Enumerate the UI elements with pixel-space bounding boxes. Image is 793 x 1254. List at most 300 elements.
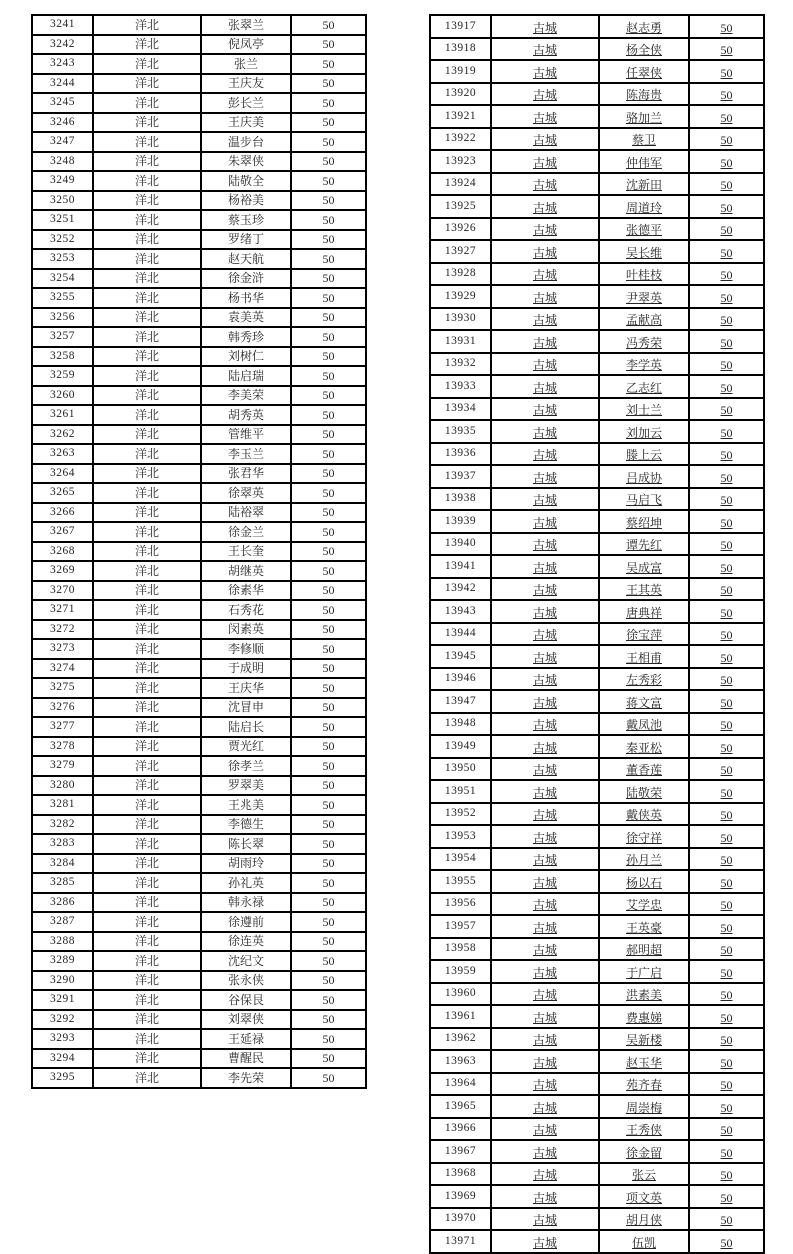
cell-name: 陆敬荣 bbox=[599, 780, 689, 803]
table-row bbox=[430, 263, 764, 286]
cell-amount: 50 bbox=[689, 1230, 764, 1253]
cell-name: 陈长翠 bbox=[201, 834, 291, 854]
table-row bbox=[32, 15, 366, 35]
cell-id: 13928 bbox=[430, 263, 491, 286]
cell-region: 古城 bbox=[491, 1185, 599, 1208]
table-row bbox=[430, 488, 764, 511]
cell-name: 陈海贵 bbox=[599, 83, 689, 106]
cell-name: 项文英 bbox=[599, 1185, 689, 1208]
cell-id: 13945 bbox=[430, 645, 491, 668]
cell-name: 李先荣 bbox=[201, 1068, 291, 1088]
cell-region: 古城 bbox=[491, 510, 599, 533]
cell-amount: 50 bbox=[689, 1050, 764, 1073]
cell-region: 洋北 bbox=[93, 15, 201, 35]
cell-amount: 50 bbox=[291, 230, 366, 250]
table-row bbox=[32, 288, 366, 308]
cell-id: 3295 bbox=[32, 1068, 93, 1088]
cell-amount: 50 bbox=[689, 1028, 764, 1051]
cell-region: 古城 bbox=[491, 353, 599, 376]
cell-name: 沈新田 bbox=[599, 173, 689, 196]
cell-region: 洋北 bbox=[93, 288, 201, 308]
cell-id: 3269 bbox=[32, 561, 93, 581]
cell-region: 洋北 bbox=[93, 327, 201, 347]
cell-id: 3255 bbox=[32, 288, 93, 308]
table-row bbox=[32, 659, 366, 679]
cell-name: 吴长维 bbox=[599, 240, 689, 263]
cell-region: 古城 bbox=[491, 150, 599, 173]
cell-region: 洋北 bbox=[93, 444, 201, 464]
cell-id: 3259 bbox=[32, 366, 93, 386]
cell-id: 3260 bbox=[32, 386, 93, 406]
cell-region: 古城 bbox=[491, 1163, 599, 1186]
table-row bbox=[430, 150, 764, 173]
cell-amount: 50 bbox=[689, 983, 764, 1006]
cell-amount: 50 bbox=[291, 990, 366, 1010]
cell-name: 张兰 bbox=[201, 54, 291, 74]
cell-id: 13967 bbox=[430, 1140, 491, 1163]
cell-name: 冯秀荣 bbox=[599, 330, 689, 353]
cell-name: 马启飞 bbox=[599, 488, 689, 511]
cell-name: 徐翠英 bbox=[201, 483, 291, 503]
table-row bbox=[32, 35, 366, 55]
table-row bbox=[32, 542, 366, 562]
cell-amount: 50 bbox=[689, 128, 764, 151]
cell-id: 3257 bbox=[32, 327, 93, 347]
cell-amount: 50 bbox=[291, 249, 366, 269]
table-row bbox=[430, 938, 764, 961]
cell-region: 洋北 bbox=[93, 54, 201, 74]
cell-amount: 50 bbox=[291, 35, 366, 55]
table-row bbox=[32, 308, 366, 328]
cell-id: 13925 bbox=[430, 195, 491, 218]
cell-region: 洋北 bbox=[93, 230, 201, 250]
cell-amount: 50 bbox=[689, 510, 764, 533]
table-row bbox=[430, 825, 764, 848]
cell-amount: 50 bbox=[689, 600, 764, 623]
roster-table-right-body bbox=[430, 15, 764, 1253]
cell-name: 王庆华 bbox=[201, 678, 291, 698]
cell-region: 洋北 bbox=[93, 971, 201, 991]
cell-amount: 50 bbox=[291, 522, 366, 542]
table-row bbox=[32, 795, 366, 815]
cell-id: 13940 bbox=[430, 533, 491, 556]
table-row bbox=[32, 698, 366, 718]
table-row bbox=[32, 230, 366, 250]
cell-amount: 50 bbox=[291, 74, 366, 94]
table-row bbox=[32, 74, 366, 94]
cell-id: 3294 bbox=[32, 1049, 93, 1069]
cell-amount: 50 bbox=[291, 54, 366, 74]
cell-id: 13956 bbox=[430, 893, 491, 916]
cell-amount: 50 bbox=[689, 803, 764, 826]
cell-id: 3273 bbox=[32, 639, 93, 659]
cell-id: 13959 bbox=[430, 960, 491, 983]
cell-region: 古城 bbox=[491, 465, 599, 488]
cell-amount: 50 bbox=[291, 795, 366, 815]
cell-name: 郝明超 bbox=[599, 938, 689, 961]
cell-id: 3250 bbox=[32, 191, 93, 211]
roster-table-left-body bbox=[32, 15, 366, 1088]
cell-id: 13965 bbox=[430, 1095, 491, 1118]
cell-id: 3271 bbox=[32, 600, 93, 620]
cell-name: 尹翠英 bbox=[599, 285, 689, 308]
table-row bbox=[32, 366, 366, 386]
table-row bbox=[32, 210, 366, 230]
cell-region: 古城 bbox=[491, 893, 599, 916]
cell-name: 陆裕翠 bbox=[201, 503, 291, 523]
table-row bbox=[32, 873, 366, 893]
cell-name: 王相甫 bbox=[599, 645, 689, 668]
table-row bbox=[430, 713, 764, 736]
cell-region: 古城 bbox=[491, 713, 599, 736]
cell-id: 13964 bbox=[430, 1073, 491, 1096]
cell-id: 3268 bbox=[32, 542, 93, 562]
table-row bbox=[430, 83, 764, 106]
cell-amount: 50 bbox=[689, 285, 764, 308]
cell-region: 古城 bbox=[491, 420, 599, 443]
cell-id: 3290 bbox=[32, 971, 93, 991]
table-row bbox=[32, 854, 366, 874]
cell-amount: 50 bbox=[689, 1163, 764, 1186]
cell-name: 王兆美 bbox=[201, 795, 291, 815]
cell-region: 洋北 bbox=[93, 990, 201, 1010]
table-row bbox=[430, 218, 764, 241]
cell-region: 古城 bbox=[491, 938, 599, 961]
cell-amount: 50 bbox=[689, 893, 764, 916]
cell-region: 古城 bbox=[491, 60, 599, 83]
cell-region: 古城 bbox=[491, 690, 599, 713]
cell-region: 古城 bbox=[491, 960, 599, 983]
cell-name: 王长奎 bbox=[201, 542, 291, 562]
cell-amount: 50 bbox=[689, 488, 764, 511]
table-row bbox=[32, 113, 366, 133]
table-row bbox=[430, 240, 764, 263]
table-row bbox=[430, 375, 764, 398]
cell-name: 谷保艮 bbox=[201, 990, 291, 1010]
cell-name: 徐金浒 bbox=[201, 269, 291, 289]
cell-id: 3254 bbox=[32, 269, 93, 289]
cell-name: 沈冒申 bbox=[201, 698, 291, 718]
cell-id: 3265 bbox=[32, 483, 93, 503]
cell-region: 古城 bbox=[491, 308, 599, 331]
table-row bbox=[32, 1010, 366, 1030]
cell-id: 3262 bbox=[32, 425, 93, 445]
cell-region: 洋北 bbox=[93, 873, 201, 893]
cell-id: 3286 bbox=[32, 893, 93, 913]
table-row bbox=[32, 464, 366, 484]
cell-id: 13944 bbox=[430, 623, 491, 646]
cell-region: 洋北 bbox=[93, 776, 201, 796]
cell-region: 古城 bbox=[491, 83, 599, 106]
cell-id: 13934 bbox=[430, 398, 491, 421]
cell-region: 洋北 bbox=[93, 386, 201, 406]
cell-id: 13963 bbox=[430, 1050, 491, 1073]
table-row bbox=[430, 510, 764, 533]
cell-name: 吕成协 bbox=[599, 465, 689, 488]
cell-amount: 50 bbox=[689, 555, 764, 578]
cell-amount: 50 bbox=[291, 132, 366, 152]
cell-region: 洋北 bbox=[93, 659, 201, 679]
cell-amount: 50 bbox=[689, 848, 764, 871]
table-row bbox=[430, 960, 764, 983]
cell-amount: 50 bbox=[291, 854, 366, 874]
cell-id: 3284 bbox=[32, 854, 93, 874]
cell-id: 3280 bbox=[32, 776, 93, 796]
cell-name: 陆启长 bbox=[201, 717, 291, 737]
cell-region: 洋北 bbox=[93, 795, 201, 815]
cell-amount: 50 bbox=[689, 623, 764, 646]
table-row bbox=[430, 1118, 764, 1141]
cell-name: 管维平 bbox=[201, 425, 291, 445]
table-row bbox=[32, 386, 366, 406]
cell-region: 洋北 bbox=[93, 503, 201, 523]
cell-name: 叶桂枝 bbox=[599, 263, 689, 286]
cell-name: 刘树仁 bbox=[201, 347, 291, 367]
cell-name: 曹醒民 bbox=[201, 1049, 291, 1069]
cell-region: 洋北 bbox=[93, 1068, 201, 1088]
cell-region: 古城 bbox=[491, 983, 599, 1006]
cell-region: 古城 bbox=[491, 848, 599, 871]
cell-id: 13952 bbox=[430, 803, 491, 826]
cell-amount: 50 bbox=[291, 288, 366, 308]
cell-region: 古城 bbox=[491, 600, 599, 623]
table-row bbox=[32, 347, 366, 367]
cell-id: 3292 bbox=[32, 1010, 93, 1030]
cell-region: 古城 bbox=[491, 1208, 599, 1231]
cell-region: 古城 bbox=[491, 398, 599, 421]
cell-id: 13970 bbox=[430, 1208, 491, 1231]
table-row bbox=[430, 1230, 764, 1253]
table-row bbox=[430, 465, 764, 488]
cell-name: 倪凤亭 bbox=[201, 35, 291, 55]
cell-amount: 50 bbox=[689, 1118, 764, 1141]
cell-name: 王英豪 bbox=[599, 915, 689, 938]
cell-amount: 50 bbox=[689, 1073, 764, 1096]
cell-amount: 50 bbox=[689, 1005, 764, 1028]
cell-name: 刘翠侠 bbox=[201, 1010, 291, 1030]
cell-region: 洋北 bbox=[93, 522, 201, 542]
cell-id: 13935 bbox=[430, 420, 491, 443]
cell-name: 任翠侠 bbox=[599, 60, 689, 83]
cell-amount: 50 bbox=[291, 347, 366, 367]
cell-name: 董香莲 bbox=[599, 758, 689, 781]
cell-region: 洋北 bbox=[93, 249, 201, 269]
cell-id: 3281 bbox=[32, 795, 93, 815]
cell-id: 13939 bbox=[430, 510, 491, 533]
cell-id: 13966 bbox=[430, 1118, 491, 1141]
cell-amount: 50 bbox=[291, 444, 366, 464]
cell-amount: 50 bbox=[291, 776, 366, 796]
cell-id: 13949 bbox=[430, 735, 491, 758]
cell-id: 3241 bbox=[32, 15, 93, 35]
cell-id: 13961 bbox=[430, 1005, 491, 1028]
cell-name: 赵志勇 bbox=[599, 15, 689, 38]
cell-name: 徐宝萍 bbox=[599, 623, 689, 646]
cell-amount: 50 bbox=[291, 873, 366, 893]
cell-region: 洋北 bbox=[93, 1049, 201, 1069]
cell-name: 周崇梅 bbox=[599, 1095, 689, 1118]
cell-id: 13942 bbox=[430, 578, 491, 601]
cell-region: 洋北 bbox=[93, 600, 201, 620]
table-row bbox=[430, 758, 764, 781]
cell-name: 李美荣 bbox=[201, 386, 291, 406]
cell-id: 3261 bbox=[32, 405, 93, 425]
cell-region: 古城 bbox=[491, 488, 599, 511]
cell-region: 洋北 bbox=[93, 113, 201, 133]
table-row bbox=[32, 1049, 366, 1069]
table-row bbox=[430, 128, 764, 151]
table-row bbox=[430, 623, 764, 646]
cell-region: 洋北 bbox=[93, 483, 201, 503]
cell-amount: 50 bbox=[291, 1068, 366, 1088]
table-row bbox=[430, 1050, 764, 1073]
table-row bbox=[430, 38, 764, 61]
table-row bbox=[430, 105, 764, 128]
cell-name: 张云 bbox=[599, 1163, 689, 1186]
cell-name: 闵素英 bbox=[201, 620, 291, 640]
cell-name: 温步台 bbox=[201, 132, 291, 152]
cell-id: 13960 bbox=[430, 983, 491, 1006]
cell-region: 洋北 bbox=[93, 347, 201, 367]
cell-id: 13954 bbox=[430, 848, 491, 871]
cell-id: 13958 bbox=[430, 938, 491, 961]
table-row bbox=[430, 330, 764, 353]
table-row bbox=[430, 983, 764, 1006]
cell-id: 13917 bbox=[430, 15, 491, 38]
cell-name: 周道玲 bbox=[599, 195, 689, 218]
cell-amount: 50 bbox=[291, 659, 366, 679]
cell-id: 3251 bbox=[32, 210, 93, 230]
cell-name: 戴侠英 bbox=[599, 803, 689, 826]
cell-name: 滕上云 bbox=[599, 443, 689, 466]
cell-id: 13953 bbox=[430, 825, 491, 848]
cell-region: 古城 bbox=[491, 1028, 599, 1051]
cell-id: 3252 bbox=[32, 230, 93, 250]
table-row bbox=[32, 152, 366, 172]
cell-id: 3253 bbox=[32, 249, 93, 269]
cell-name: 王庆美 bbox=[201, 113, 291, 133]
cell-id: 3264 bbox=[32, 464, 93, 484]
cell-amount: 50 bbox=[291, 191, 366, 211]
cell-region: 洋北 bbox=[93, 74, 201, 94]
cell-id: 13923 bbox=[430, 150, 491, 173]
cell-amount: 50 bbox=[291, 113, 366, 133]
table-row bbox=[32, 405, 366, 425]
cell-id: 3288 bbox=[32, 932, 93, 952]
cell-region: 洋北 bbox=[93, 464, 201, 484]
cell-amount: 50 bbox=[689, 443, 764, 466]
cell-name: 张德平 bbox=[599, 218, 689, 241]
cell-region: 古城 bbox=[491, 1005, 599, 1028]
cell-name: 李玉兰 bbox=[201, 444, 291, 464]
cell-region: 古城 bbox=[491, 1095, 599, 1118]
cell-amount: 50 bbox=[291, 464, 366, 484]
cell-name: 孙礼英 bbox=[201, 873, 291, 893]
cell-amount: 50 bbox=[689, 960, 764, 983]
table-row bbox=[32, 425, 366, 445]
cell-region: 洋北 bbox=[93, 171, 201, 191]
table-row bbox=[430, 308, 764, 331]
cell-region: 洋北 bbox=[93, 620, 201, 640]
cell-name: 胡月侠 bbox=[599, 1208, 689, 1231]
cell-amount: 50 bbox=[689, 240, 764, 263]
cell-amount: 50 bbox=[689, 60, 764, 83]
cell-id: 3287 bbox=[32, 912, 93, 932]
cell-name: 贾光红 bbox=[201, 737, 291, 757]
cell-id: 13937 bbox=[430, 465, 491, 488]
cell-name: 刘加云 bbox=[599, 420, 689, 443]
cell-id: 3243 bbox=[32, 54, 93, 74]
cell-name: 吴成富 bbox=[599, 555, 689, 578]
cell-id: 3285 bbox=[32, 873, 93, 893]
cell-name: 袁美英 bbox=[201, 308, 291, 328]
cell-id: 13930 bbox=[430, 308, 491, 331]
cell-name: 于成明 bbox=[201, 659, 291, 679]
cell-name: 杨以石 bbox=[599, 870, 689, 893]
cell-amount: 50 bbox=[291, 678, 366, 698]
cell-id: 3277 bbox=[32, 717, 93, 737]
table-row bbox=[32, 191, 366, 211]
table-row bbox=[32, 54, 366, 74]
cell-amount: 50 bbox=[291, 600, 366, 620]
cell-region: 古城 bbox=[491, 623, 599, 646]
cell-amount: 50 bbox=[689, 263, 764, 286]
cell-name: 刘士兰 bbox=[599, 398, 689, 421]
cell-region: 洋北 bbox=[93, 366, 201, 386]
cell-region: 古城 bbox=[491, 443, 599, 466]
cell-name: 洪素美 bbox=[599, 983, 689, 1006]
cell-amount: 50 bbox=[291, 698, 366, 718]
cell-amount: 50 bbox=[689, 578, 764, 601]
table-row bbox=[430, 690, 764, 713]
table-row bbox=[430, 578, 764, 601]
table-row bbox=[32, 581, 366, 601]
cell-id: 3242 bbox=[32, 35, 93, 55]
cell-region: 古城 bbox=[491, 555, 599, 578]
cell-amount: 50 bbox=[291, 152, 366, 172]
roster-table-left bbox=[31, 14, 367, 1089]
cell-amount: 50 bbox=[689, 150, 764, 173]
table-row bbox=[430, 1095, 764, 1118]
table-row bbox=[32, 756, 366, 776]
cell-amount: 50 bbox=[689, 645, 764, 668]
cell-id: 13971 bbox=[430, 1230, 491, 1253]
cell-name: 骆加兰 bbox=[599, 105, 689, 128]
cell-region: 古城 bbox=[491, 218, 599, 241]
cell-name: 王延禄 bbox=[201, 1029, 291, 1049]
cell-region: 古城 bbox=[491, 533, 599, 556]
cell-id: 13968 bbox=[430, 1163, 491, 1186]
table-row bbox=[32, 990, 366, 1010]
cell-id: 3270 bbox=[32, 581, 93, 601]
cell-id: 13931 bbox=[430, 330, 491, 353]
cell-name: 陆启瑞 bbox=[201, 366, 291, 386]
cell-amount: 50 bbox=[291, 1010, 366, 1030]
cell-id: 3263 bbox=[32, 444, 93, 464]
cell-id: 3275 bbox=[32, 678, 93, 698]
cell-region: 洋北 bbox=[93, 815, 201, 835]
table-row bbox=[430, 893, 764, 916]
cell-amount: 50 bbox=[689, 735, 764, 758]
cell-amount: 50 bbox=[689, 825, 764, 848]
table-row bbox=[32, 269, 366, 289]
cell-amount: 50 bbox=[689, 83, 764, 106]
cell-id: 13950 bbox=[430, 758, 491, 781]
cell-name: 罗绪丁 bbox=[201, 230, 291, 250]
cell-amount: 50 bbox=[689, 938, 764, 961]
table-row bbox=[430, 1140, 764, 1163]
table-row bbox=[430, 443, 764, 466]
